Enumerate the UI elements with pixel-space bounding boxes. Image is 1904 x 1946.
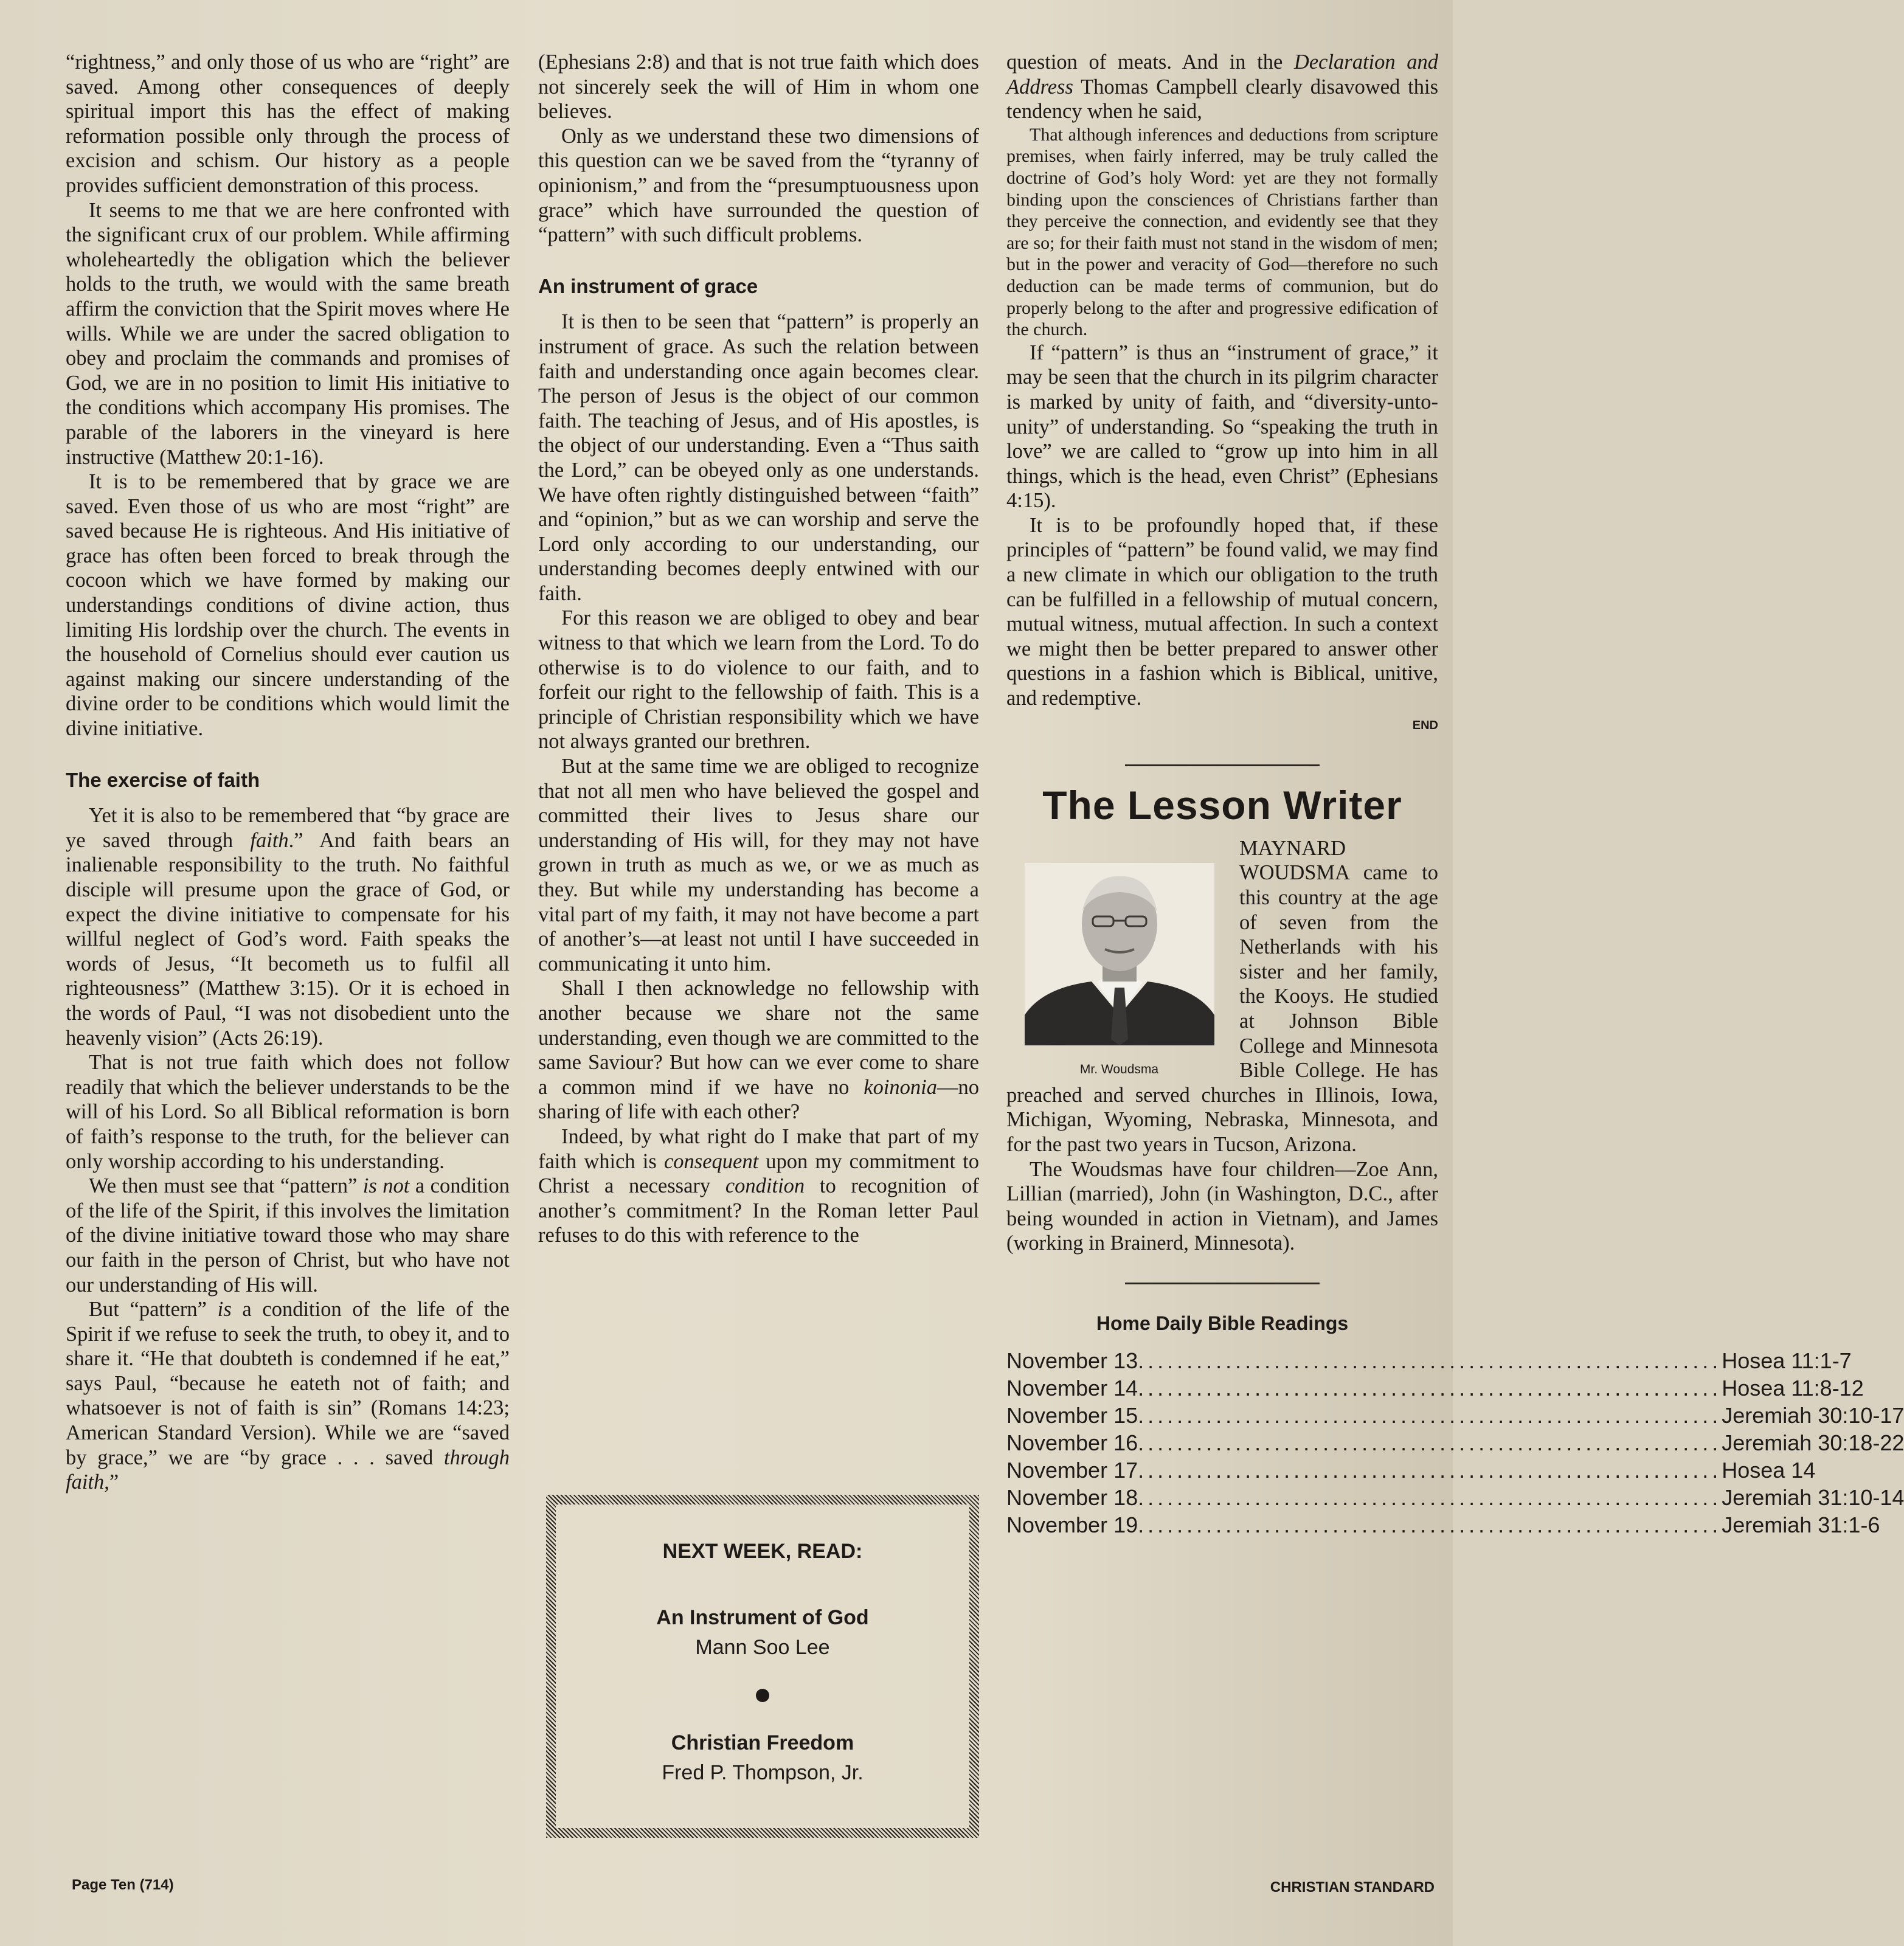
paragraph: Only as we understand these two dimensions of this question can we be saved from the “tyranny of opinionism,” and from the “presumptuousness upon grace” which have surrounded the question of “pattern” with such difficult problems. [538, 124, 979, 247]
reading-date: November 18 [1006, 1484, 1138, 1510]
paragraph: We then must see that “pattern” is not a condition of the life of the Spirit, if this involves the limitation of the divine initiative toward those who may share our faith in the person of Christ, but who have not our understanding of His will. [66, 1174, 510, 1297]
paragraph: It is to be profoundly hoped that, if these principles of “pattern” be found valid, we may find a new climate in which our obligation to the truth can be fulfilled in a fellowship of mutual concern, mutual witness, mutual affection. In such a context we might then be better prepared to answer other questions in a fashion which is Biblical, unitive, and redemptive. [1006, 513, 1438, 710]
paragraph: Indeed, by what right do I make that part of my faith which is consequent upon my commitment to Christ a necessary condition to recognition of another’s commitment? In the Roman letter Paul refuses to do this with reference to the [538, 1124, 979, 1247]
reading-date: November 14 [1006, 1375, 1138, 1401]
lesson-writer-heading: The Lesson Writer [1042, 783, 1402, 828]
bio-paragraph: The Woudsmas have four children—Zoe Ann, Lillian (married), John (in Washington, D.C., after being wounded in action in Vietnam), and James (working in Brainerd, Minnesota). [1006, 1157, 1438, 1255]
reading-row [1006, 1429, 1904, 1456]
section-heading-exercise-of-faith: The exercise of faith [66, 768, 260, 791]
reading-row [1006, 1402, 1904, 1429]
reading-date: November 19 [1006, 1512, 1138, 1537]
reading-reference: Hosea 14 [1722, 1457, 1816, 1483]
leader-dots: ............................................................ [1138, 1375, 1722, 1401]
lesson-writer-bio [1006, 836, 1438, 1256]
end-mark: END [1412, 718, 1438, 732]
leader-dots: ............................................................ [1138, 1348, 1722, 1373]
bible-readings-list [1006, 1347, 1904, 1539]
next-week-title-1: An Instrument of God [656, 1606, 869, 1629]
reading-date: November 16 [1006, 1430, 1138, 1455]
bio-paragraph: MAYNARD WOUDSMA came to this country at the age of seven from the Netherlands with his sister and her family, the Kooys. He studied at Johnson Bible College and Minnesota Bible College. He has preached and served churches in Illinois, Iowa, Michigan, Wyoming, Nebraska, Minnesota, and for the past two years in Tucson, Arizona. [1006, 836, 1438, 1156]
paragraph: But at the same time we are obliged to recognize that not all men who have believed the gospel and committed their lives to Jesus share our understanding of His will, for they may not have grown in truth as much as we, or we as much as they. But while my understanding has become a vital part of my faith, it may not have become a part of another’s—at least not until I have succeeded in communicating it unto him. [538, 755, 979, 975]
photo-caption: Mr. Woudsma [1079, 1062, 1159, 1076]
paragraph: (Ephesians 2:8) and that is not true faith which does not sincerely seek the will of Him in whom one believes. [538, 50, 979, 123]
reading-date: November 17 [1006, 1457, 1138, 1483]
bullet-dot-icon [756, 1689, 769, 1702]
leader-dots: ............................................................ [1138, 1512, 1722, 1537]
reading-reference: Hosea 11:8-12 [1722, 1375, 1864, 1401]
reading-reference: Jeremiah 31:10-14 [1722, 1484, 1904, 1510]
reading-row [1006, 1484, 1904, 1511]
next-week-box [546, 1495, 979, 1838]
page-number: Page Ten (714) [72, 1877, 174, 1893]
divider [1125, 764, 1320, 766]
article-column-1 [66, 50, 510, 1495]
paragraph: It is to be remembered that by grace we are saved. Even those of us who are most “right” are saved because He is righteous. And His initiative of grace has often been forced to break through the cocoon which we have formed by making our understandings conditions of divine action, thus limiting His lordship over the church. The events in the household of Cornelius should ever caution us against making our sincere understanding of the divine order to be conditions which would limit the divine initiative. [66, 470, 510, 741]
leader-dots: ............................................................ [1138, 1457, 1722, 1483]
paragraph: That is not true faith which does not follow readily that which the believer understands to be the will of his Lord. So all Biblical reformation is born of faith’s response to the truth, for the believer can only worship according to his understanding. [66, 1051, 510, 1173]
author-photo-block [1011, 839, 1227, 1082]
paragraph: If “pattern” is thus an “instrument of grace,” it may be seen that the church in its pilgrim character is marked by unity of faith, and “diversity-unto-unity” of understanding. So “speaking the truth in love” we are called to “grow up into him in all things, which is the head, even Christ” (Ephesians 4:15). [1006, 341, 1438, 513]
reading-row [1006, 1511, 1880, 1539]
paragraph: Yet it is also to be remembered that “by grace are ye saved through faith.” And faith bears an inalienable responsibility to the truth. No faithful disciple will presume upon the grace of God, or expect the divine initiative to compensate for his willful neglect of God’s word. Faith speaks the words of Jesus, “It becometh us to fulfil all righteousness” (Matthew 3:15). Or it is echoed in the words of Paul, “I was not disobedient unto the heavenly vision” (Acts 26:19). [66, 804, 510, 1050]
reading-row [1006, 1347, 1852, 1374]
reading-reference: Jeremiah 31:1-6 [1722, 1512, 1880, 1537]
block-quote: That although inferences and deductions from scripture premises, when fairly inferred, may be truly called the doctrine of God’s holy Word: yet are they not formally binding upon the consciences of Christians farther than they perceive the connection, and evidently see that they are so; for their faith must not stand in the wisdom of men; but in the power and veracity of God—therefore no such deduction can be made terms of communion, but do properly belong to the after and progressive edification of the church. [1006, 124, 1438, 340]
reading-reference: Jeremiah 30:18-22 [1722, 1430, 1904, 1455]
leader-dots: ............................................................ [1138, 1402, 1722, 1428]
author-photo [1025, 863, 1214, 1045]
next-week-label: NEXT WEEK, READ: [662, 1540, 863, 1563]
next-week-author-1: Mann Soo Lee [695, 1636, 830, 1659]
reading-reference: Hosea 11:1-7 [1722, 1348, 1852, 1373]
reading-row [1006, 1374, 1864, 1402]
leader-dots: ............................................................ [1138, 1484, 1722, 1510]
article-column-2 [538, 50, 979, 1248]
paragraph: It is then to be seen that “pattern” is properly an instrument of grace. As such the relation between faith and understanding once again becomes clear. The person of Jesus is the object of our common faith. The teaching of Jesus, and of His apostles, is the object of our understanding. Even a “Thus saith the Lord,” can be obeyed only as one understands. We have often rightly distinguished between “faith” and “opinion,” but as we can worship and serve the Lord only according to our understanding, our understanding becomes deeply entwined with our faith. [538, 310, 979, 605]
reading-date: November 15 [1006, 1402, 1138, 1428]
publication-name: CHRISTIAN STANDARD [1270, 1879, 1435, 1896]
leader-dots: ............................................................ [1138, 1430, 1722, 1455]
paragraph: For this reason we are obliged to obey and bear witness to that which we learn from the Lord. To do otherwise is to do violence to our faith, and to forfeit our right to the fellowship of faith. This is a principle of Christian responsibility which we have not always granted our brethren. [538, 606, 979, 753]
reading-row [1006, 1456, 1816, 1484]
article-column-3 [1006, 50, 1904, 1539]
reading-date: November 13 [1006, 1348, 1138, 1373]
section-heading-instrument-of-grace: An instrument of grace [538, 274, 758, 297]
paragraph: “rightness,” and only those of us who are “right” are saved. Among other consequences of deeply spiritual import this has the effect of making reformation possible only through the process of excision and schism. Our history as a people provides sufficient demonstration of this process. [66, 50, 510, 197]
paragraph: It seems to me that we are here confronted with the significant crux of our problem. While affirming wholeheartedly the obligation which the believer holds to the truth, we would with the same breath affirm the conviction that the Spirit moves where He wills. While we are under the sacred obligation to obey and proclaim the commands and promises of God, we are in no position to limit His initiative to the conditions which accompany His promises. The parable of the laborers in the vineyard is here instructive (Matthew 20:1-16). [66, 198, 510, 469]
paragraph: question of meats. And in the Declaration and Address Thomas Campbell clearly disavowed this tendency when he said, [1006, 50, 1438, 123]
bible-readings-heading: Home Daily Bible Readings [1096, 1312, 1349, 1334]
paragraph: Shall I then acknowledge no fellowship with another because we share not the same understanding, even though we are committed to the same Saviour? But how can we ever come to share a common mind if we have no koinonia—no sharing of life with each other? [538, 977, 979, 1124]
next-week-title-2: Christian Freedom [671, 1731, 854, 1754]
divider [1125, 1283, 1320, 1284]
paragraph: But “pattern” is a condition of the life of the Spirit if we refuse to seek the truth, to obey it, and to share it. “He that doubteth is condemned if he eat,” says Paul, “because he eateth not of faith; and whatsoever is not of faith is sin” (Romans 14:23; American Standard Version). While we are “saved by grace,” we are “by grace . . . saved through faith,” [66, 1298, 510, 1494]
reading-reference: Jeremiah 30:10-17 [1722, 1402, 1904, 1428]
next-week-author-2: Fred P. Thompson, Jr. [662, 1761, 864, 1784]
portrait-image [1025, 863, 1214, 1045]
